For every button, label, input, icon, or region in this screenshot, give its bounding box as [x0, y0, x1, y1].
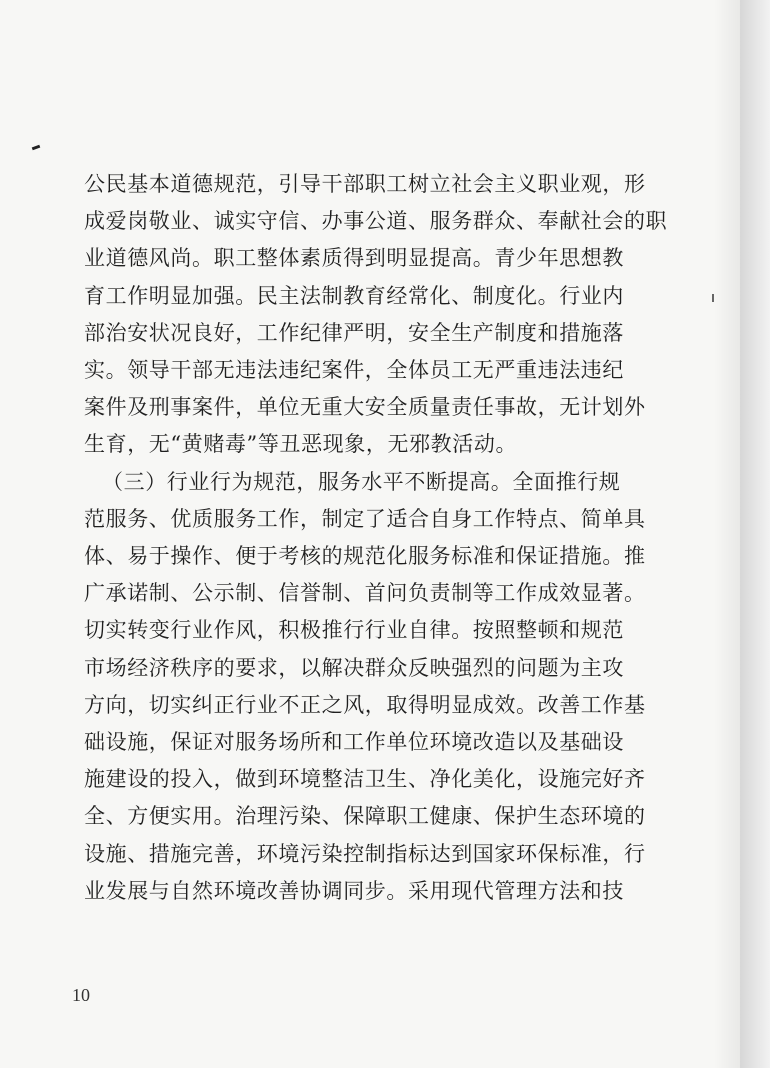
body-text — [84, 166, 668, 910]
page-edge-shadow — [740, 0, 770, 1068]
text-line: 广承诺制、公示制、信誉制、首问负责制等工作成效显著。 — [84, 581, 646, 606]
scan-mark — [712, 294, 714, 302]
text-line: 市场经济秩序的要求，以解决群众反映强烈的问题为主攻 — [84, 655, 624, 680]
text-line: 方向，切实纠正行业不正之风，取得明显成效。改善工作基 — [84, 692, 646, 717]
text-line: 育工作明显加强。民主法制教育经常化、制度化。行业内 — [84, 283, 624, 308]
text-line: 范服务、优质服务工作，制定了适合自身工作特点、简单具 — [84, 506, 646, 531]
text-line: 体、易于操作、便于考核的规范化服务标准和保证措施。推 — [84, 544, 646, 569]
text-line: 部治安状况良好，工作纪律严明，安全生产制度和措施落 — [84, 320, 624, 345]
text-line: 实。领导干部无违法违纪案件，全体员工无严重违法违纪 — [84, 358, 624, 383]
text-line: 施建设的投入，做到环境整洁卫生、净化美化，设施完好齐 — [84, 767, 646, 792]
text-line: 业发展与自然环境改善协调同步。采用现代管理方法和技 — [84, 878, 624, 903]
text-line: （三）行业行为规范，服务水平不断提高。全面推行规 — [102, 469, 621, 494]
text-line: 切实转变行业作风，积极推行行业自律。按照整顿和规范 — [84, 618, 624, 643]
text-line: 生育，无“黄赌毒”等丑恶现象，无邪教活动。 — [84, 432, 518, 457]
text-line: 案件及刑事案件，单位无重大安全质量责任事故，无计划外 — [84, 395, 646, 420]
text-line: 成爱岗敬业、诚实守信、办事公道、服务群众、奉献社会的职 — [84, 209, 668, 234]
scan-mark — [32, 145, 41, 151]
text-line: 全、方便实用。治理污染、保障职工健康、保护生态环境的 — [84, 804, 646, 829]
text-line: 公民基本道德规范，引导干部职工树立社会主义职业观，形 — [84, 172, 646, 196]
page-number: 10 — [72, 985, 90, 1005]
text-line: 业道德风尚。职工整体素质得到明显提高。青少年思想教 — [84, 246, 624, 271]
text-line: 础设施，保证对服务场所和工作单位环境改造以及基础设 — [84, 730, 624, 755]
text-line: 设施、措施完善，环境污染控制指标达到国家环保标准，行 — [84, 841, 646, 866]
